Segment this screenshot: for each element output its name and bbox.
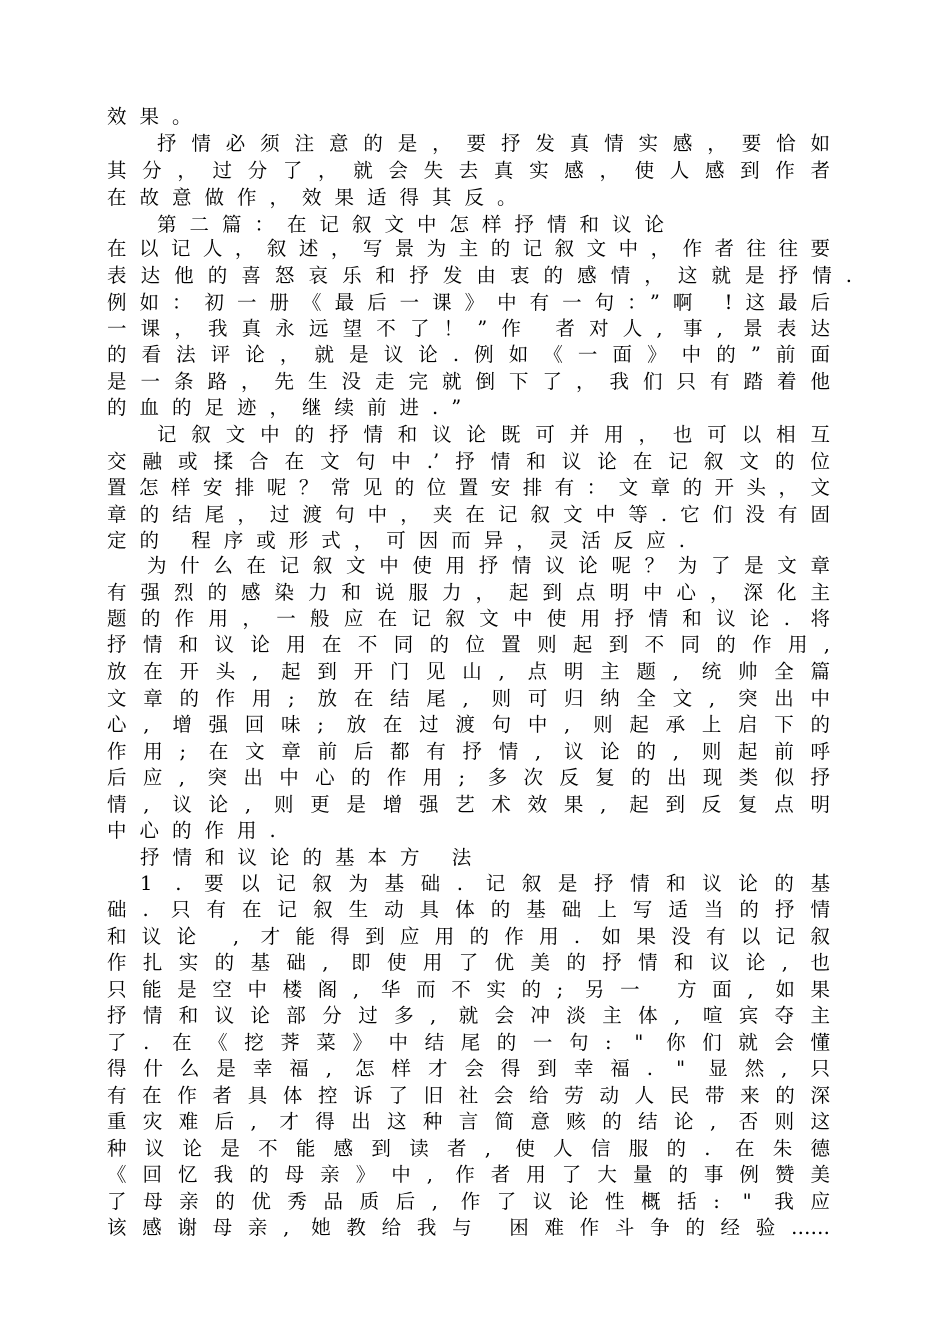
text-line: 表达他的喜怒哀乐和抒发由衷的感情，这就是抒情. (107, 264, 852, 287)
text-line: 础. 只有在记叙生动具体的基础上写适当的抒情 (107, 898, 830, 921)
text-line: 抒情必须注意的是，要抒发真情实感，要恰如 (157, 132, 830, 155)
text-line: 得什么是幸福, 怎样才会得到幸福. " 显然, 只 (107, 1057, 830, 1080)
text-line: 作用; 在文章前后都有抒情, 议论的, 则起前呼 (107, 740, 830, 763)
text-line: 中心的作用. (107, 819, 289, 842)
text-line: 记叙文中的抒情和议论既可并用，也可以相互 (157, 423, 830, 446)
text-line: 情, 议论, 则更是增强艺术效果, 起到反复点明 (107, 793, 830, 816)
text-line: 和议论 , 才能得到应用的作用. 如果没有以记叙 (107, 925, 830, 948)
text-line: 种议论是不能感到读者, 使人信服的. 在朱德 (107, 1137, 830, 1160)
text-line: 交融或揉合在文句中.’抒情和议论在记叙文的位 (107, 450, 830, 473)
text-line: 有在作者具体控诉了旧社会给劳动人民带来的深 (107, 1084, 830, 1107)
text-line: 放在开头, 起到开门见山, 点明主题, 统帅全篇 (107, 660, 830, 683)
text-line: 该感谢母亲, 她教给我与 困难作斗争的经验…… (107, 1216, 830, 1239)
text-line: 重灾难后, 才得出这种言简意赅的结论, 否则这 (107, 1110, 830, 1133)
text-line: 章的结尾，过渡句中，夹在记叙文中等.它们没有固 (107, 503, 830, 526)
section-heading: 抒情和议论的基本方 法 (140, 846, 485, 869)
text-line: 题的作用，一般应在记叙文中使用抒情和议论. 将 (107, 607, 830, 630)
text-line: 效果。 (107, 105, 205, 128)
text-line: 在故意做作，效果适得其反。 (107, 186, 530, 209)
text-line: 《回忆我的母亲》中, 作者用了大量的事例赞美 (107, 1163, 830, 1186)
text-line: 了母亲的优秀品质后, 作了议论性概括: " 我应 (107, 1190, 830, 1213)
text-line: 其分，过分了，就会失去真实感，使人感到作者 (107, 159, 830, 182)
text-line: 例如：初一册《最后一课》中有一句：”啊 !这最后 (107, 291, 830, 314)
text-line: 心, 增强回味; 放在过渡句中, 则起承上启下的 (107, 713, 830, 736)
text-line: 有强烈的感染力和说服力，起到点明中心，深化主 (107, 581, 830, 604)
text-line: 置怎样安排呢？常见的位置安排有：文章的开头，文 (107, 476, 830, 499)
text-line: 1 . 要以记叙为基础. 记叙是抒情和议论的基 (140, 872, 830, 895)
text-line: 定的 程序或形式，可因而异，灵活反应. (107, 529, 698, 552)
text-line: 抒情和议论部分过多, 就会冲淡主体, 喧宾夺主 (107, 1004, 830, 1027)
section-heading: 第二篇：在记叙文中怎样抒情和议论 (157, 213, 678, 236)
text-line: 为什么在记叙文中使用抒情议论呢？为了是文章 (147, 554, 830, 577)
text-line: 作扎实的基础, 即使用了优美的抒情和议论, 也 (107, 951, 830, 974)
text-line: 只能是空中楼阁, 华而不实的; 另一 方面, 如果 (107, 978, 830, 1001)
text-line: 一课，我真永远望不了！”作 者对人, 事, 景表达 (107, 317, 830, 340)
text-line: 的看法评论，就是议论.例如《一面》中的”前面 (107, 343, 830, 366)
text-line: 在以记人，叙述，写景为主的记叙文中，作者往往要 (107, 237, 830, 260)
text-line: 抒情和议论用在不同的位置则起到不同的作用, (107, 633, 830, 656)
text-line: 了. 在《挖荠菜》中结尾的一句: " 你们就会懂 (107, 1031, 830, 1054)
text-line: 后应, 突出中心的作用; 多次反复的出现类似抒 (107, 766, 830, 789)
text-line: 文章的作用; 放在结尾, 则可归纳全文, 突出中 (107, 687, 830, 710)
text-line: 的血的足迹，继续前进.” (107, 396, 475, 419)
text-line: 是一条路，先生没走完就倒下了，我们只有踏着他 (107, 370, 830, 393)
